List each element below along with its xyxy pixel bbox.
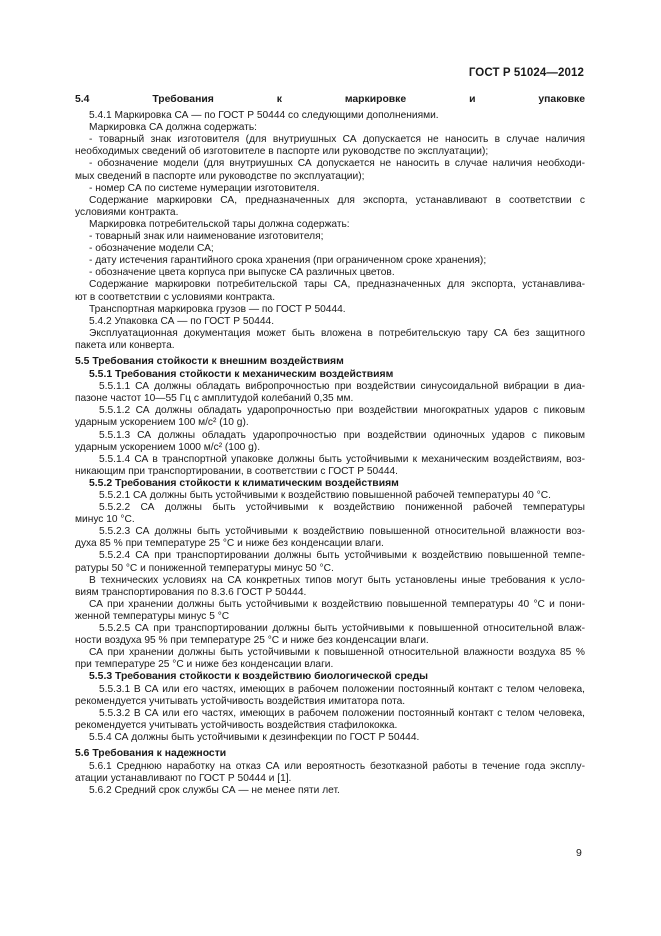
text-line: рекомендуется учитывать устойчивость воздействия стафилококка. — [75, 719, 398, 731]
text-line: 5.5.2.2 СА должны быть устойчивыми к воздействию пониженной рабочей температуры — [99, 502, 585, 514]
text-line: - обозначение модели СА; — [89, 243, 214, 255]
text-line: рекомендуется учитывать устойчивость воздействия имитатора пота. — [75, 695, 406, 707]
text-line: 5.5.2.3 СА должны быть устойчивыми к воздействию повышенной относительной влажности воз- — [99, 526, 585, 538]
text-line: ности воздуха 95 % при температуре 25 °С и ниже без конденсации влаги. — [75, 635, 429, 647]
text-line: 5.4.2 Упаковка СА — по ГОСТ Р 50444. — [89, 315, 275, 327]
text-line: виям транспортирования по 8.3.6 ГОСТ Р 50444. — [75, 586, 307, 598]
text-line: пазоне частот 10—55 Гц с амплитудой колебаний 0,35 мм. — [75, 393, 354, 405]
text-line: - дату истечения гарантийного срока хранения (при ограниченном сроке хранения); — [89, 255, 487, 267]
text-line: Содержание маркировки СА, предназначенных для экспорта, устанавливают в соответствии с — [89, 194, 585, 206]
text-line: 5.5.2.4 СА при транспортировании должны быть устойчивыми к воздействию повышенной темпе- — [99, 550, 585, 562]
text-line: 5.5.2.1 СА должны быть устойчивыми к воздействию повышенной рабочей температуры 40 °С. — [99, 490, 551, 501]
text-line: В технических условиях на СА конкретных типов могут быть установлены иные требования к усло- — [89, 574, 585, 586]
text-line: никающим при транспортировании, в соответствии с ГОСТ Р 50444. — [75, 465, 399, 477]
section-heading: 5.6 Требования к надежности — [75, 747, 227, 759]
text-line: - товарный знак или наименование изготовителя; — [89, 231, 324, 243]
text-line: ратуры 50 °С и пониженной температуры минус 50 °С. — [75, 562, 334, 574]
text-line: 5.5.1.4 СА в транспортной упаковке должны быть устойчивыми к механическим воздействиям, воз- — [99, 453, 585, 465]
page-number: 9 — [576, 847, 582, 859]
document-body — [75, 94, 585, 797]
text-line: 5.5.3.1 В СА или его частях, имеющих в рабочем положении постоянный контакт с телом человека, — [99, 683, 585, 695]
section-heading: 5.4 Требования к маркировке и упаковке — [75, 94, 585, 105]
text-line: 5.5.1.1 СА должны обладать вибропрочностью при воздействии синусоидальной вибрации в диа- — [99, 381, 585, 393]
text-line: Маркировка СА должна содержать: — [89, 122, 258, 134]
text-line: ударным ускорением 1000 м/с² (100 g). — [75, 441, 261, 453]
text-line: Транспортная маркировка грузов — по ГОСТ Р 50444. — [89, 303, 346, 315]
text-line: 5.6.1 Среднюю наработку на отказ СА или вероятность безотказной работы в течение года эксплу- — [89, 761, 585, 773]
text-line: Эксплуатационная документация может быть вложена в потребительскую тару СА без защитного — [89, 327, 585, 339]
text-line: условиями контракта. — [75, 206, 179, 218]
text-line: - товарный знак изготовителя (для внутриушных СА допускается не наносить в случае наличия — [89, 134, 585, 146]
text-line: СА при хранении должны быть устойчивыми к повышенной относительной влажности воздуха 85 % — [89, 647, 585, 659]
text-line: ют в соответствии с условиями контракта. — [75, 291, 276, 303]
text-line: 5.6.2 Средний срок службы СА — не менее пяти лет. — [89, 785, 340, 797]
subsection-heading: 5.5.3 Требования стойкости к воздействию биологической среды — [89, 671, 429, 683]
text-line: 5.4.1 Маркировка СА — по ГОСТ Р 50444 со следующими дополнениями. — [89, 110, 439, 122]
text-line: духа 85 % при температуре 25 °С и ниже без конденсации влаги. — [75, 538, 384, 550]
text-line: - номер СА по системе нумерации изготовителя. — [89, 182, 320, 194]
text-line: - обозначение модели (для внутриушных СА допускается не наносить в случае наличия необходи- — [89, 158, 585, 170]
text-line: минус 10 °С. — [75, 514, 135, 526]
text-line: 5.5.2.5 СА при транспортировании должны быть устойчивыми к повышенной относительной влаж- — [99, 623, 585, 635]
document-header-id: ГОСТ Р 51024—2012 — [468, 67, 584, 79]
text-line: необходимых сведений об изготовителе в паспорте или руководстве по эксплуатации); — [75, 146, 489, 158]
text-line: Маркировка потребительской тары должна содержать: — [89, 218, 350, 230]
text-line: Содержание маркировки потребительской тары СА, предназначенных для экспорта, устанавлива- — [89, 279, 585, 291]
text-line: мых сведений в паспорте или руководстве по эксплуатации); — [75, 170, 365, 182]
text-line: 5.5.1.2 СА должны обладать ударопрочностью при воздействии многократных ударов с пиковым — [99, 405, 585, 417]
text-line: ударным ускорением 100 м/с² (10 g). — [75, 417, 249, 429]
text-line: - обозначение цвета корпуса при выпуске СА различных цветов. — [89, 267, 395, 279]
text-line: женной температуры минус 5 °С — [75, 610, 230, 622]
subsection-heading: 5.5.2 Требования стойкости к климатическим воздействиям — [89, 477, 399, 489]
text-line: 5.5.3.2 В СА или его частях, имеющих в рабочем положении постоянный контакт с телом человека, — [99, 707, 585, 719]
text-line: пакета или конверта. — [75, 339, 175, 351]
text-line: 5.5.4 СА должны быть устойчивыми к дезинфекции по ГОСТ Р 50444. — [89, 731, 420, 743]
text-line: 5.5.1.3 СА должны обладать ударопрочностью при воздействии одиночных ударов с пиковым — [99, 429, 585, 441]
text-line: атации устанавливают по ГОСТ Р 50444 и [1]. — [75, 773, 292, 785]
text-line: при температуре 25 °С и ниже без конденсации влаги. — [75, 659, 334, 671]
subsection-heading: 5.5.1 Требования стойкости к механическим воздействиям — [89, 369, 394, 381]
text-line: СА при хранении должны быть устойчивыми к воздействию повышенной температуры 40 °С и пони- — [89, 598, 585, 610]
section-heading: 5.5 Требования стойкости к внешним воздействиям — [75, 355, 344, 367]
